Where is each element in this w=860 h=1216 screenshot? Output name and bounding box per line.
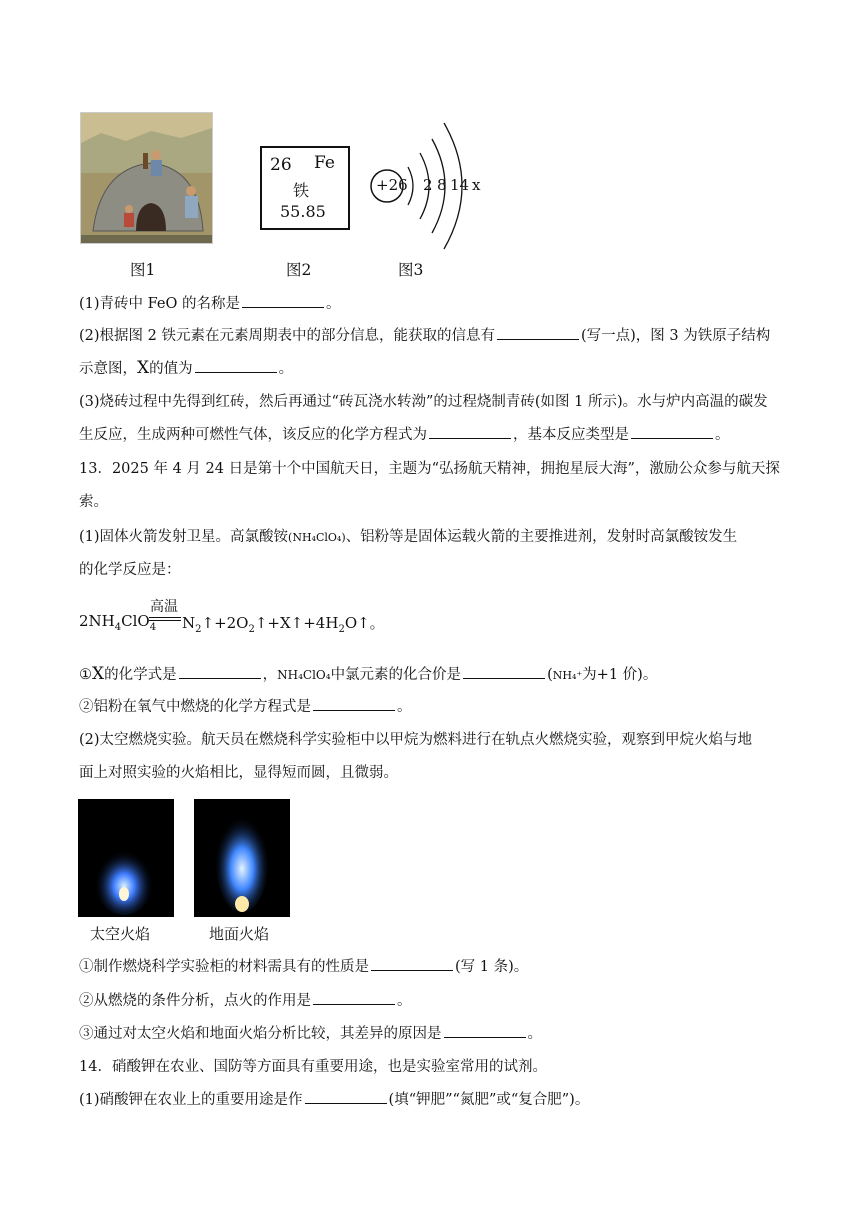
q13-c1: ①制作燃烧科学实验柜的材料需具有的性质是 (写 1 条)。 [79, 959, 529, 975]
space-flame-photo [78, 799, 174, 917]
element-card [260, 146, 350, 230]
shell-4: x [472, 176, 481, 194]
shell-1: 2 [423, 176, 433, 194]
answer-blank[interactable] [631, 426, 713, 439]
reaction-condition: 高温 [150, 599, 178, 615]
q13-intro-line2: 索。 [79, 494, 108, 510]
q12-part3-line1: (3)烧砖过程中先得到红砖，然后再通过“砖瓦浇水转泑”的过程烧制青砖(如图 1 所示)。水与炉内高温的碳发 [79, 394, 768, 410]
atomic-mass: 55.85 [280, 202, 326, 221]
q13-part1-line2: 的化学反应是： [79, 562, 181, 578]
answer-blank[interactable] [497, 327, 579, 340]
q12-part2-line2: 示意图，X的值为 。 [79, 358, 294, 378]
nucleus-charge: +26 [376, 176, 408, 194]
shell-2: 8 [437, 176, 447, 194]
space-flame-label: 太空火焰 [90, 925, 151, 943]
fig2-caption: 图2 [286, 261, 312, 279]
answer-blank[interactable] [444, 1025, 526, 1038]
answer-blank[interactable] [242, 295, 324, 308]
element-name: 铁 [293, 181, 310, 200]
fig3-caption: 图3 [398, 261, 424, 279]
atomic-number: 26 [270, 155, 292, 175]
q13-c2: ②从燃烧的条件分析，点火的作用是 。 [79, 993, 412, 1009]
answer-blank[interactable] [371, 958, 453, 971]
q13-part2-line1: (2)太空燃烧实验。航天员在燃烧科学实验柜中以甲烷为燃料进行在轨点火燃烧实验，观察到甲烷火焰与地 [79, 732, 753, 748]
answer-blank[interactable] [195, 360, 277, 373]
answer-blank[interactable] [305, 1091, 387, 1104]
answer-blank[interactable] [313, 698, 395, 711]
fig1-caption: 图1 [130, 261, 156, 279]
q13-part2-line2: 面上对照实验的火焰相比，显得短而圆，且微弱。 [79, 765, 398, 781]
q12-part2-line1: (2)根据图 2 铁元素在元素周期表中的部分信息，能获取的信息有 (写一点)，图 3 为铁原子结构 [79, 328, 771, 344]
shell-3: 14 [450, 176, 470, 194]
q13-c3: ③通过对太空火焰和地面火焰分析比较，其差异的原因是 。 [79, 1026, 542, 1042]
q13-intro-line1: 13．2025 年 4 月 24 日是第十个中国航天日，主题为“弘扬航天精神，拥抱星辰大海”，激励公众参与航天探 [79, 461, 780, 477]
q12-part3-line2: 生反应，生成两种可燃性气体，该反应的化学方程式为 ，基本反应类型是 。 [79, 427, 730, 443]
answer-blank[interactable] [429, 426, 511, 439]
q14-part1: (1)硝酸钾在农业上的重要用途是作 (填“钾肥”“氮肥”或“复合肥”)。 [79, 1092, 590, 1108]
q14-intro: 14．硝酸钾在农业、国防等方面具有重要用途，也是实验室常用的试剂。 [79, 1059, 547, 1075]
element-symbol: Fe [314, 153, 335, 173]
q13-sub1: ①X的化学式是 ，NH₄ClO₄中氯元素的化合价是 (NH₄⁺为+1 价)。 [79, 664, 658, 684]
answer-blank[interactable] [313, 992, 395, 1005]
q12-part1: (1)青砖中 FeO 的名称是 。 [79, 296, 341, 312]
ground-flame-label: 地面火焰 [209, 925, 270, 943]
answer-blank[interactable] [463, 666, 545, 679]
kiln-illustration [80, 112, 213, 244]
q13-sub2: ②铝粉在氧气中燃烧的化学方程式是 。 [79, 699, 412, 715]
answer-blank[interactable] [179, 666, 261, 679]
ground-flame-photo [194, 799, 290, 917]
q13-part1-line1: (1)固体火箭发射卫星。高氯酸铵(NH₄ClO₄)、铝粉等是固体运载火箭的主要推进剂，发射时高氯酸铵发生 [79, 529, 738, 545]
